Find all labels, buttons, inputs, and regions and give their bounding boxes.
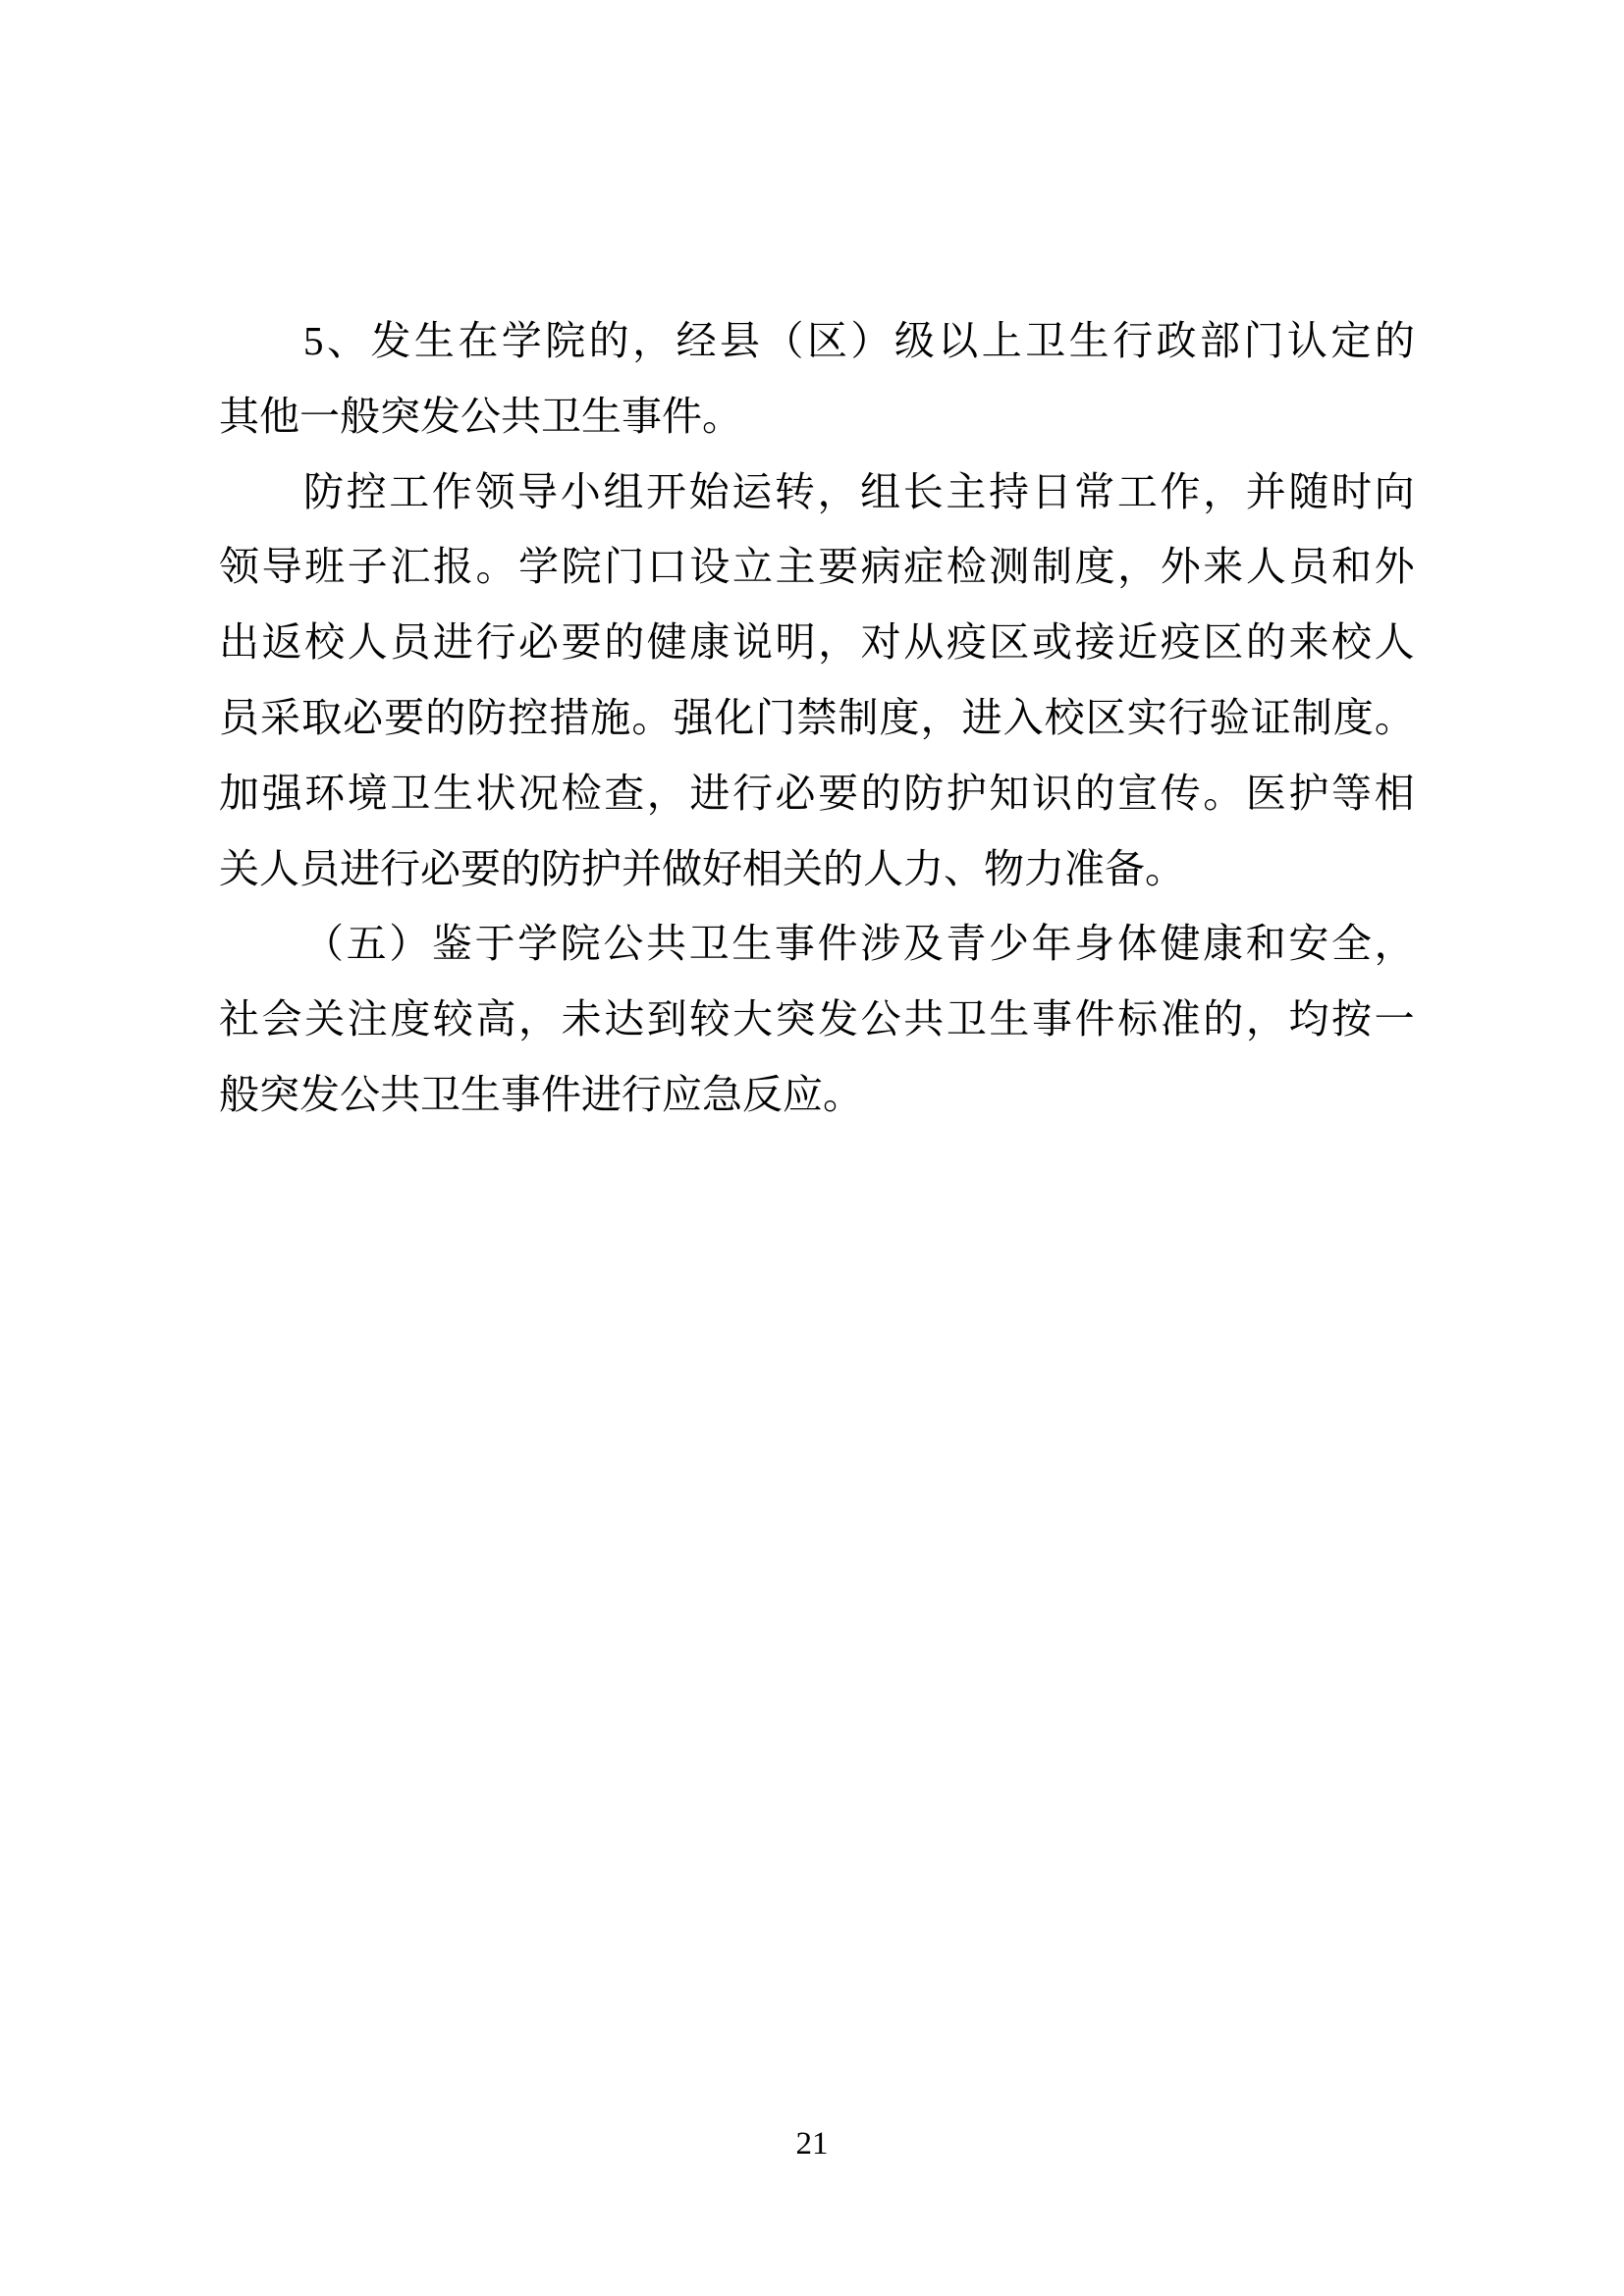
text-line: （ 五 ） 鉴 于 学 院 公 共 卫 生 事 件 涉 及 青 少 年 身 体 健 康 和 安 全 ， <box>303 921 1415 967</box>
page-number: 21 <box>795 2126 829 2162</box>
text-line: 出 返 校 人 员 进 行 必 要 的 健 康 说 明 ， 对 从 疫 区 或 接 近 疫 区 的 来 校 人 <box>219 619 1415 666</box>
text-line: 加 强 环 境 卫 生 状 况 检 查 ， 进 行 必 要 的 防 护 知 识 的 宣 传 。 医 护 等 相 <box>219 770 1415 816</box>
text-line: 员 采 取 必 要 的 防 控 措 施 。 强 化 门 禁 制 度 ， 进 入 校 区 实 行 验 证 制 度 。 <box>219 694 1415 740</box>
text-line: 5 、 发 生 在 学 院 的 ， 经 县 （ 区 ） 级 以 上 卫 生 行 政 部 门 认 定 的 <box>303 318 1415 363</box>
document-body <box>219 303 1415 1133</box>
text-line: 社 会 关 注 度 较 高 ， 未 达 到 较 大 突 发 公 共 卫 生 事 件 标 准 的 ， 均 按 一 <box>219 996 1415 1042</box>
text-line: 领 导 班 子 汇 报 。 学 院 门 口 设 立 主 要 病 症 检 测 制 度 ， 外 来 人 员 和 外 <box>219 544 1415 590</box>
text-line: 其他一般突发公共卫生事件。 <box>219 393 742 439</box>
text-line: 防 控 工 作 领 导 小 组 开 始 运 转 ， 组 长 主 持 日 常 工 作 ， 并 随 时 向 <box>303 468 1415 514</box>
text-line: 关人员进行必要的防护并做好相关的人力、物力准备。 <box>219 845 1185 891</box>
text-line: 般突发公共卫生事件进行应急反应。 <box>219 1071 863 1117</box>
